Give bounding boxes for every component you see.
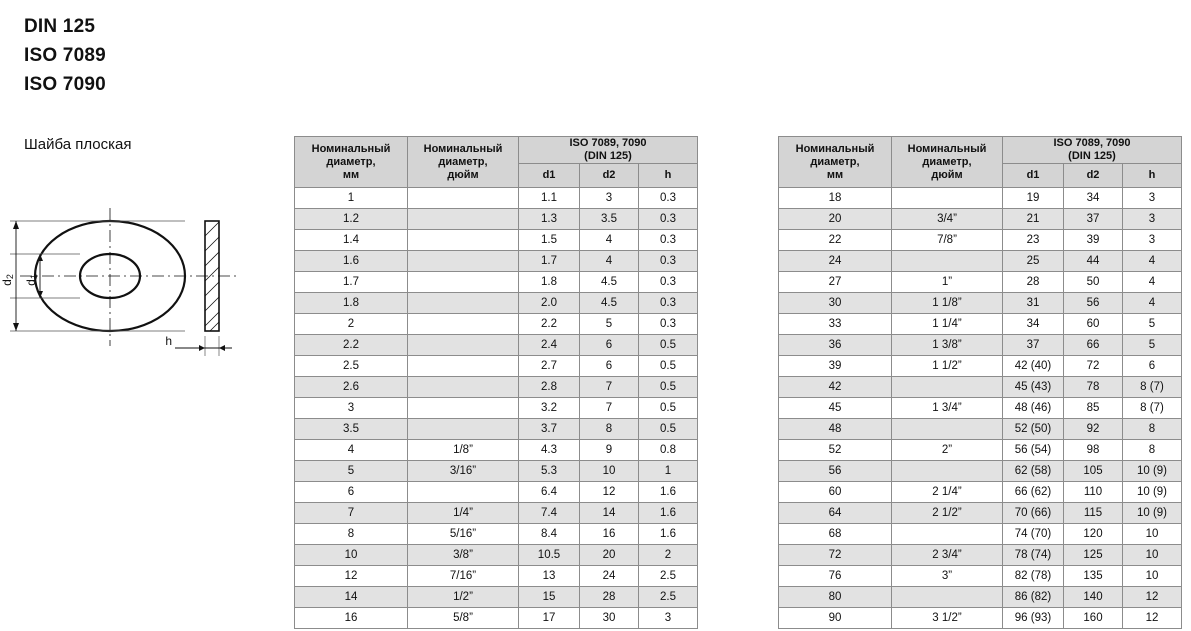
cell-nominal-mm: 22	[779, 230, 892, 251]
cell-d1: 56 (54)	[1003, 440, 1064, 461]
cell-d2: 14	[580, 503, 639, 524]
cell-h: 3	[639, 608, 698, 629]
cell-h: 10	[1123, 566, 1182, 587]
cell-d1: 2.4	[519, 335, 580, 356]
table-row	[295, 461, 698, 482]
header-h: h	[1123, 164, 1182, 188]
cell-h: 12	[1123, 608, 1182, 629]
cell-d2: 56	[1064, 293, 1123, 314]
cell-d1: 3.2	[519, 398, 580, 419]
cell-nominal-mm: 24	[779, 251, 892, 272]
washer-dimensions-table-left	[294, 136, 698, 629]
cell-d2: 16	[580, 524, 639, 545]
cell-d2: 4	[580, 230, 639, 251]
arrow-h-right	[219, 345, 225, 351]
cell-d2: 12	[580, 482, 639, 503]
cell-d1: 2.2	[519, 314, 580, 335]
washer-technical-drawing	[0, 196, 270, 386]
cell-nominal-mm: 2	[295, 314, 408, 335]
standard-iso-7090: ISO 7090	[24, 74, 106, 95]
table-row	[295, 188, 698, 209]
cell-d1: 28	[1003, 272, 1064, 293]
cell-nominal-inch: 3”	[892, 566, 1003, 587]
cell-nominal-inch	[408, 230, 519, 251]
product-name: Шайба плоская	[24, 136, 132, 153]
cell-d2: 39	[1064, 230, 1123, 251]
cell-d1: 3.7	[519, 419, 580, 440]
cell-d1: 48 (46)	[1003, 398, 1064, 419]
arrow-h-left	[199, 345, 205, 351]
cell-nominal-mm: 1.6	[295, 251, 408, 272]
cell-d1: 1.5	[519, 230, 580, 251]
table-row	[779, 398, 1182, 419]
cell-nominal-inch: 3/16”	[408, 461, 519, 482]
cell-nominal-mm: 1	[295, 188, 408, 209]
cell-nominal-inch	[408, 377, 519, 398]
washer-dimensions-table-right-wrap	[778, 136, 1182, 629]
cell-nominal-inch: 2 1/2”	[892, 503, 1003, 524]
cell-nominal-mm: 90	[779, 608, 892, 629]
cell-nominal-inch	[892, 188, 1003, 209]
cell-h: 0.5	[639, 419, 698, 440]
header-iso-group: ISO 7089, 7090 (DIN 125)	[1003, 137, 1182, 164]
cell-d2: 125	[1064, 545, 1123, 566]
cell-nominal-mm: 60	[779, 482, 892, 503]
label-d1: d1	[24, 274, 39, 286]
cell-nominal-inch: 3/4”	[892, 209, 1003, 230]
cell-d1: 1.7	[519, 251, 580, 272]
cell-d2: 20	[580, 545, 639, 566]
cell-nominal-inch: 2”	[892, 440, 1003, 461]
cell-h: 8	[1123, 419, 1182, 440]
cell-nominal-mm: 3.5	[295, 419, 408, 440]
section-hatching	[205, 222, 219, 331]
label-h: h	[165, 334, 172, 348]
cell-nominal-inch	[408, 482, 519, 503]
cell-nominal-inch: 3 1/2”	[892, 608, 1003, 629]
cell-h: 0.8	[639, 440, 698, 461]
cell-nominal-inch: 7/16”	[408, 566, 519, 587]
table-row	[295, 293, 698, 314]
cell-nominal-inch: 1/8”	[408, 440, 519, 461]
table-row	[295, 314, 698, 335]
header-d2: d2	[580, 164, 639, 188]
table-row	[779, 503, 1182, 524]
cell-d2: 24	[580, 566, 639, 587]
cell-nominal-mm: 64	[779, 503, 892, 524]
cell-h: 5	[1123, 314, 1182, 335]
cell-d2: 3.5	[580, 209, 639, 230]
cell-nominal-inch: 1/2”	[408, 587, 519, 608]
cell-nominal-inch: 1”	[892, 272, 1003, 293]
table-row	[295, 608, 698, 629]
cell-nominal-mm: 3	[295, 398, 408, 419]
cell-h: 10 (9)	[1123, 461, 1182, 482]
cell-d2: 7	[580, 377, 639, 398]
cell-nominal-mm: 33	[779, 314, 892, 335]
cell-h: 0.5	[639, 377, 698, 398]
cell-h: 4	[1123, 293, 1182, 314]
cell-d1: 4.3	[519, 440, 580, 461]
cell-d1: 23	[1003, 230, 1064, 251]
table-row	[779, 440, 1182, 461]
cell-h: 8 (7)	[1123, 398, 1182, 419]
cell-nominal-inch	[892, 461, 1003, 482]
cell-d1: 8.4	[519, 524, 580, 545]
cell-h: 2.5	[639, 587, 698, 608]
table-head-right	[779, 137, 1182, 188]
header-d2: d2	[1064, 164, 1123, 188]
cell-nominal-mm: 72	[779, 545, 892, 566]
cell-d2: 6	[580, 356, 639, 377]
cell-d2: 110	[1064, 482, 1123, 503]
table-row	[779, 608, 1182, 629]
cell-d1: 25	[1003, 251, 1064, 272]
cell-nominal-mm: 48	[779, 419, 892, 440]
table-row	[779, 230, 1182, 251]
table-row	[779, 335, 1182, 356]
table-row	[295, 440, 698, 461]
cell-d1: 2.7	[519, 356, 580, 377]
cell-nominal-inch: 1 1/8”	[892, 293, 1003, 314]
cell-nominal-mm: 16	[295, 608, 408, 629]
cell-d2: 44	[1064, 251, 1123, 272]
header-iso-group: ISO 7089, 7090 (DIN 125)	[519, 137, 698, 164]
cell-nominal-mm: 36	[779, 335, 892, 356]
standard-iso-7089: ISO 7089	[24, 45, 106, 66]
cell-d2: 30	[580, 608, 639, 629]
cell-h: 0.3	[639, 188, 698, 209]
cell-d2: 7	[580, 398, 639, 419]
cell-h: 8 (7)	[1123, 377, 1182, 398]
arrow-d2-top	[13, 221, 19, 229]
cell-nominal-inch: 1 3/8”	[892, 335, 1003, 356]
cell-d2: 92	[1064, 419, 1123, 440]
cell-nominal-mm: 20	[779, 209, 892, 230]
cell-nominal-inch	[892, 377, 1003, 398]
table-row	[295, 251, 698, 272]
cell-nominal-mm: 68	[779, 524, 892, 545]
cell-nominal-mm: 2.2	[295, 335, 408, 356]
cell-nominal-mm: 56	[779, 461, 892, 482]
cell-d1: 2.8	[519, 377, 580, 398]
header-row-groups	[779, 137, 1182, 164]
washer-dimensions-table-right	[778, 136, 1182, 629]
cell-nominal-inch: 1 3/4”	[892, 398, 1003, 419]
table-row	[295, 272, 698, 293]
table-head-left	[295, 137, 698, 188]
cell-h: 1.6	[639, 482, 698, 503]
cell-nominal-inch: 2 3/4”	[892, 545, 1003, 566]
table-row	[779, 524, 1182, 545]
label-d2: d2	[0, 274, 15, 286]
cell-nominal-inch: 5/8”	[408, 608, 519, 629]
table-row	[779, 482, 1182, 503]
cell-d2: 66	[1064, 335, 1123, 356]
cell-h: 1.6	[639, 503, 698, 524]
table-row	[295, 230, 698, 251]
cell-nominal-inch: 2 1/4”	[892, 482, 1003, 503]
cell-nominal-mm: 45	[779, 398, 892, 419]
cell-d1: 82 (78)	[1003, 566, 1064, 587]
cell-d2: 115	[1064, 503, 1123, 524]
cell-nominal-mm: 7	[295, 503, 408, 524]
table-row	[779, 272, 1182, 293]
cell-h: 10 (9)	[1123, 482, 1182, 503]
table-row	[779, 461, 1182, 482]
table-row	[295, 377, 698, 398]
cell-nominal-mm: 80	[779, 587, 892, 608]
cell-h: 1	[639, 461, 698, 482]
cell-nominal-mm: 30	[779, 293, 892, 314]
cell-h: 0.3	[639, 230, 698, 251]
cell-d2: 98	[1064, 440, 1123, 461]
cell-nominal-mm: 27	[779, 272, 892, 293]
cell-nominal-inch	[408, 251, 519, 272]
cell-h: 3	[1123, 188, 1182, 209]
table-row	[779, 587, 1182, 608]
cell-d2: 34	[1064, 188, 1123, 209]
standard-din-125: DIN 125	[24, 16, 96, 37]
cell-d2: 120	[1064, 524, 1123, 545]
cell-nominal-inch: 3/8”	[408, 545, 519, 566]
cell-nominal-mm: 52	[779, 440, 892, 461]
cell-nominal-mm: 12	[295, 566, 408, 587]
cell-d1: 7.4	[519, 503, 580, 524]
table-row	[779, 293, 1182, 314]
cell-d2: 28	[580, 587, 639, 608]
cell-h: 12	[1123, 587, 1182, 608]
cell-d2: 8	[580, 419, 639, 440]
cell-h: 0.3	[639, 314, 698, 335]
cell-h: 10 (9)	[1123, 503, 1182, 524]
cell-nominal-mm: 1.4	[295, 230, 408, 251]
cell-d1: 96 (93)	[1003, 608, 1064, 629]
cell-h: 2.5	[639, 566, 698, 587]
cell-nominal-inch	[408, 335, 519, 356]
cell-d2: 4.5	[580, 293, 639, 314]
cell-nominal-mm: 10	[295, 545, 408, 566]
table-row	[295, 419, 698, 440]
cell-h: 0.3	[639, 209, 698, 230]
arrow-d2-bottom	[13, 323, 19, 331]
table-row	[779, 419, 1182, 440]
cell-nominal-mm: 5	[295, 461, 408, 482]
cell-d1: 1.1	[519, 188, 580, 209]
cell-d1: 6.4	[519, 482, 580, 503]
cell-d1: 31	[1003, 293, 1064, 314]
table-row	[295, 545, 698, 566]
cell-d1: 37	[1003, 335, 1064, 356]
cell-h: 0.3	[639, 251, 698, 272]
cell-h: 0.3	[639, 293, 698, 314]
cell-d2: 9	[580, 440, 639, 461]
cell-nominal-mm: 6	[295, 482, 408, 503]
cell-d1: 62 (58)	[1003, 461, 1064, 482]
header-d1: d1	[1003, 164, 1064, 188]
cell-nominal-mm: 14	[295, 587, 408, 608]
table-row	[295, 566, 698, 587]
table-row	[779, 545, 1182, 566]
cell-d2: 85	[1064, 398, 1123, 419]
washer-dimensions-table-left-wrap	[294, 136, 698, 629]
table-row	[295, 524, 698, 545]
cell-d2: 50	[1064, 272, 1123, 293]
cell-d2: 5	[580, 314, 639, 335]
cell-nominal-inch	[408, 398, 519, 419]
table-row	[779, 356, 1182, 377]
cell-d1: 13	[519, 566, 580, 587]
cell-d2: 135	[1064, 566, 1123, 587]
cell-nominal-inch	[408, 419, 519, 440]
cell-d1: 19	[1003, 188, 1064, 209]
cell-d1: 1.8	[519, 272, 580, 293]
cell-d2: 160	[1064, 608, 1123, 629]
cell-d1: 34	[1003, 314, 1064, 335]
cell-nominal-inch	[892, 587, 1003, 608]
header-nominal-mm: Номинальный диаметр, мм	[295, 137, 408, 188]
table-row	[295, 335, 698, 356]
cell-d1: 66 (62)	[1003, 482, 1064, 503]
cell-h: 10	[1123, 545, 1182, 566]
cell-nominal-mm: 4	[295, 440, 408, 461]
cell-nominal-mm: 76	[779, 566, 892, 587]
cell-nominal-inch: 5/16”	[408, 524, 519, 545]
table-row	[295, 482, 698, 503]
cell-d2: 6	[580, 335, 639, 356]
standards-title-block	[24, 12, 274, 99]
cell-nominal-mm: 2.6	[295, 377, 408, 398]
cell-nominal-mm: 2.5	[295, 356, 408, 377]
cell-d1: 86 (82)	[1003, 587, 1064, 608]
cell-h: 5	[1123, 335, 1182, 356]
cell-nominal-inch	[408, 356, 519, 377]
cell-h: 0.5	[639, 398, 698, 419]
cell-nominal-inch	[892, 251, 1003, 272]
header-h: h	[639, 164, 698, 188]
table-row	[779, 314, 1182, 335]
cell-d1: 15	[519, 587, 580, 608]
cell-d1: 1.3	[519, 209, 580, 230]
cell-h: 0.5	[639, 335, 698, 356]
cell-d1: 42 (40)	[1003, 356, 1064, 377]
table-body-left	[295, 188, 698, 629]
cell-d2: 140	[1064, 587, 1123, 608]
cell-nominal-mm: 1.7	[295, 272, 408, 293]
cell-d1: 52 (50)	[1003, 419, 1064, 440]
cell-d1: 70 (66)	[1003, 503, 1064, 524]
cell-nominal-mm: 39	[779, 356, 892, 377]
header-nominal-inch: Номинальный диаметр, дюйм	[892, 137, 1003, 188]
cell-nominal-inch: 1 1/4”	[892, 314, 1003, 335]
arrow-d1-bottom	[37, 291, 43, 298]
cell-d1: 45 (43)	[1003, 377, 1064, 398]
cell-nominal-mm: 18	[779, 188, 892, 209]
cell-nominal-inch: 1/4”	[408, 503, 519, 524]
cell-d1: 74 (70)	[1003, 524, 1064, 545]
table-body-right	[779, 188, 1182, 629]
cell-d2: 60	[1064, 314, 1123, 335]
cell-d2: 105	[1064, 461, 1123, 482]
cell-h: 3	[1123, 209, 1182, 230]
table-row	[779, 188, 1182, 209]
table-row	[779, 377, 1182, 398]
cell-h: 2	[639, 545, 698, 566]
cell-d2: 78	[1064, 377, 1123, 398]
cell-nominal-inch	[408, 272, 519, 293]
cell-h: 8	[1123, 440, 1182, 461]
cell-nominal-inch	[892, 419, 1003, 440]
table-row	[779, 209, 1182, 230]
cell-d1: 78 (74)	[1003, 545, 1064, 566]
table-row	[295, 398, 698, 419]
cell-d1: 10.5	[519, 545, 580, 566]
cell-nominal-mm: 1.2	[295, 209, 408, 230]
cell-h: 0.3	[639, 272, 698, 293]
cell-h: 1.6	[639, 524, 698, 545]
table-row	[779, 566, 1182, 587]
cell-nominal-inch	[408, 209, 519, 230]
header-d1: d1	[519, 164, 580, 188]
cell-nominal-mm: 8	[295, 524, 408, 545]
cell-nominal-inch: 1 1/2”	[892, 356, 1003, 377]
cell-d2: 3	[580, 188, 639, 209]
cell-d1: 2.0	[519, 293, 580, 314]
table-row	[295, 356, 698, 377]
cell-h: 6	[1123, 356, 1182, 377]
arrow-d1-top	[37, 254, 43, 261]
cell-h: 4	[1123, 272, 1182, 293]
table-row	[295, 587, 698, 608]
cell-d1: 21	[1003, 209, 1064, 230]
cell-h: 4	[1123, 251, 1182, 272]
table-row	[779, 251, 1182, 272]
table-row	[295, 209, 698, 230]
cell-nominal-inch	[408, 188, 519, 209]
header-nominal-mm: Номинальный диаметр, мм	[779, 137, 892, 188]
cell-nominal-mm: 42	[779, 377, 892, 398]
cell-nominal-inch	[408, 293, 519, 314]
cell-d2: 4.5	[580, 272, 639, 293]
cell-d1: 5.3	[519, 461, 580, 482]
cell-h: 3	[1123, 230, 1182, 251]
cell-d2: 72	[1064, 356, 1123, 377]
header-row-groups	[295, 137, 698, 164]
cell-d2: 10	[580, 461, 639, 482]
cell-h: 10	[1123, 524, 1182, 545]
cell-d2: 37	[1064, 209, 1123, 230]
cell-nominal-inch	[408, 314, 519, 335]
cell-nominal-inch: 7/8”	[892, 230, 1003, 251]
cell-nominal-mm: 1.8	[295, 293, 408, 314]
table-row	[295, 503, 698, 524]
cell-nominal-inch	[892, 524, 1003, 545]
header-nominal-inch: Номинальный диаметр, дюйм	[408, 137, 519, 188]
cell-d1: 17	[519, 608, 580, 629]
cell-d2: 4	[580, 251, 639, 272]
cell-h: 0.5	[639, 356, 698, 377]
